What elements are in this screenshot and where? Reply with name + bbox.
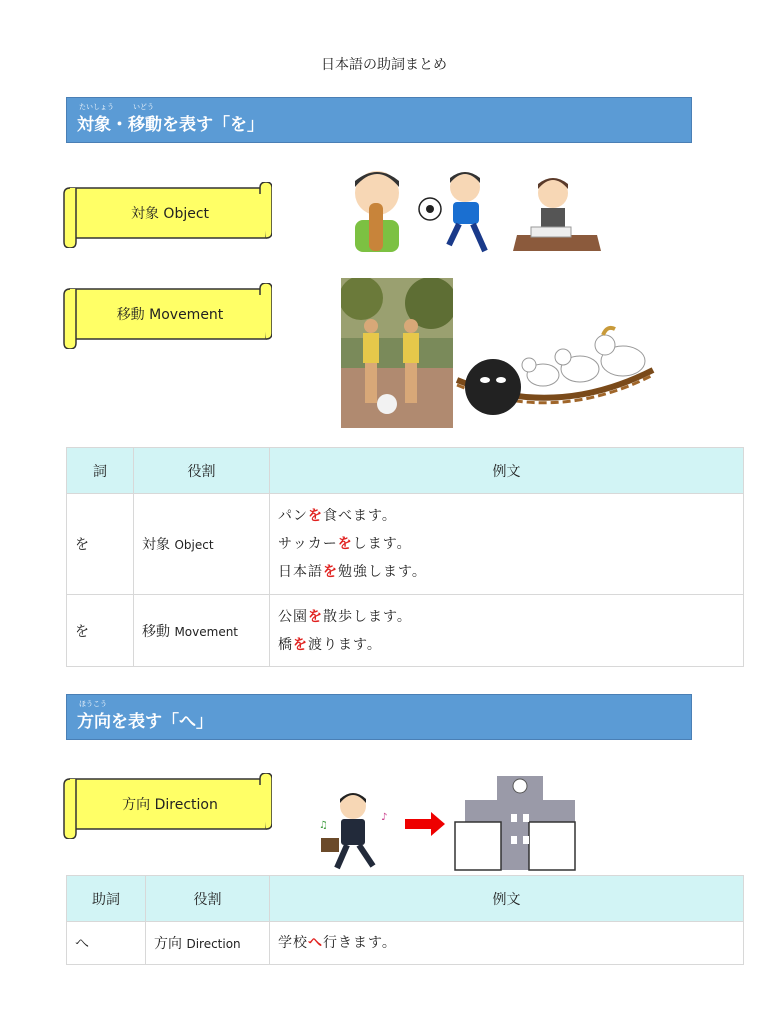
school-building-illustration xyxy=(455,776,575,870)
role-cell xyxy=(134,595,270,667)
scroll-label-object xyxy=(62,182,272,248)
scroll-label-direction xyxy=(62,773,272,839)
column-header-particle: 詞 xyxy=(67,448,134,494)
role-japanese: 方向 xyxy=(154,936,182,952)
student-walking-illustration xyxy=(319,793,387,868)
particle-table-he xyxy=(66,875,744,965)
column-header-role: 役割 xyxy=(134,448,270,494)
ruby-houkou: ほうこう xyxy=(79,700,107,708)
label-movement: 移動 Movement xyxy=(116,307,224,323)
column-header-example: 例文 xyxy=(270,876,744,922)
table-header-row xyxy=(67,876,744,922)
section-header-wo xyxy=(66,97,692,143)
particle-table-wo xyxy=(66,447,744,667)
park-walk-photo xyxy=(341,278,453,428)
ruby-idou: いどう xyxy=(133,103,154,111)
example-sentence: 学校へ行きます。 xyxy=(278,935,397,951)
scroll-label-movement xyxy=(62,283,272,349)
troll-illustration xyxy=(465,359,521,415)
example-sentence: 日本語を勉強します。 xyxy=(278,564,427,580)
role-english: Direction xyxy=(186,937,241,951)
table-row xyxy=(67,595,744,667)
role-japanese: 対象 xyxy=(142,537,170,553)
goat-large-illustration xyxy=(595,328,645,376)
section-heading-wo: 対象・移動を表す「を」 xyxy=(77,115,264,135)
example-sentence: サッカーをします。 xyxy=(278,536,412,552)
table-header-row xyxy=(67,448,744,494)
role-cell xyxy=(146,922,270,965)
goat-medium-illustration xyxy=(555,349,599,382)
example-cell xyxy=(270,595,744,667)
ruby-taishou: たいしょう xyxy=(79,103,114,111)
label-object: 対象 Object xyxy=(130,206,210,222)
document-title: 日本語の助詞まとめ xyxy=(321,57,447,73)
role-cell xyxy=(134,494,270,595)
label-direction: 方向 Direction xyxy=(122,797,218,813)
example-sentence: 公園を散歩します。 xyxy=(278,608,412,625)
particle-cell: を xyxy=(67,595,134,667)
direction-illustration xyxy=(315,770,580,875)
boy-kicking-illustration xyxy=(449,172,485,251)
example-sentence: 橋を渡ります。 xyxy=(278,636,382,653)
example-cell xyxy=(270,922,744,965)
role-english: Movement xyxy=(174,624,239,639)
column-header-role: 役割 xyxy=(146,876,270,922)
svg-text:♫: ♫ xyxy=(319,820,328,831)
boy-studying-illustration xyxy=(513,178,601,251)
svg-text:♪: ♪ xyxy=(381,812,388,823)
arrow-right-icon xyxy=(405,812,445,836)
role-japanese: 移動 xyxy=(142,623,170,640)
particle-cell: へ xyxy=(67,922,146,965)
goat-small-illustration xyxy=(522,358,559,386)
particle-cell: を xyxy=(67,494,134,595)
column-header-example: 例文 xyxy=(270,448,744,494)
example-sentence: パンを食べます。 xyxy=(278,508,397,524)
section-heading-he: 方向を表す「へ」 xyxy=(77,712,213,732)
boy-eating-bread-illustration xyxy=(355,171,399,252)
table-row xyxy=(67,494,744,595)
soccer-ball-illustration xyxy=(419,198,441,220)
table-row xyxy=(67,922,744,965)
role-english: Object xyxy=(174,538,214,552)
goats-on-bridge-illustration xyxy=(455,325,655,425)
object-illustrations xyxy=(345,165,605,260)
column-header-particle: 助詞 xyxy=(67,876,146,922)
section-header-he xyxy=(66,694,692,740)
example-cell xyxy=(270,494,744,595)
